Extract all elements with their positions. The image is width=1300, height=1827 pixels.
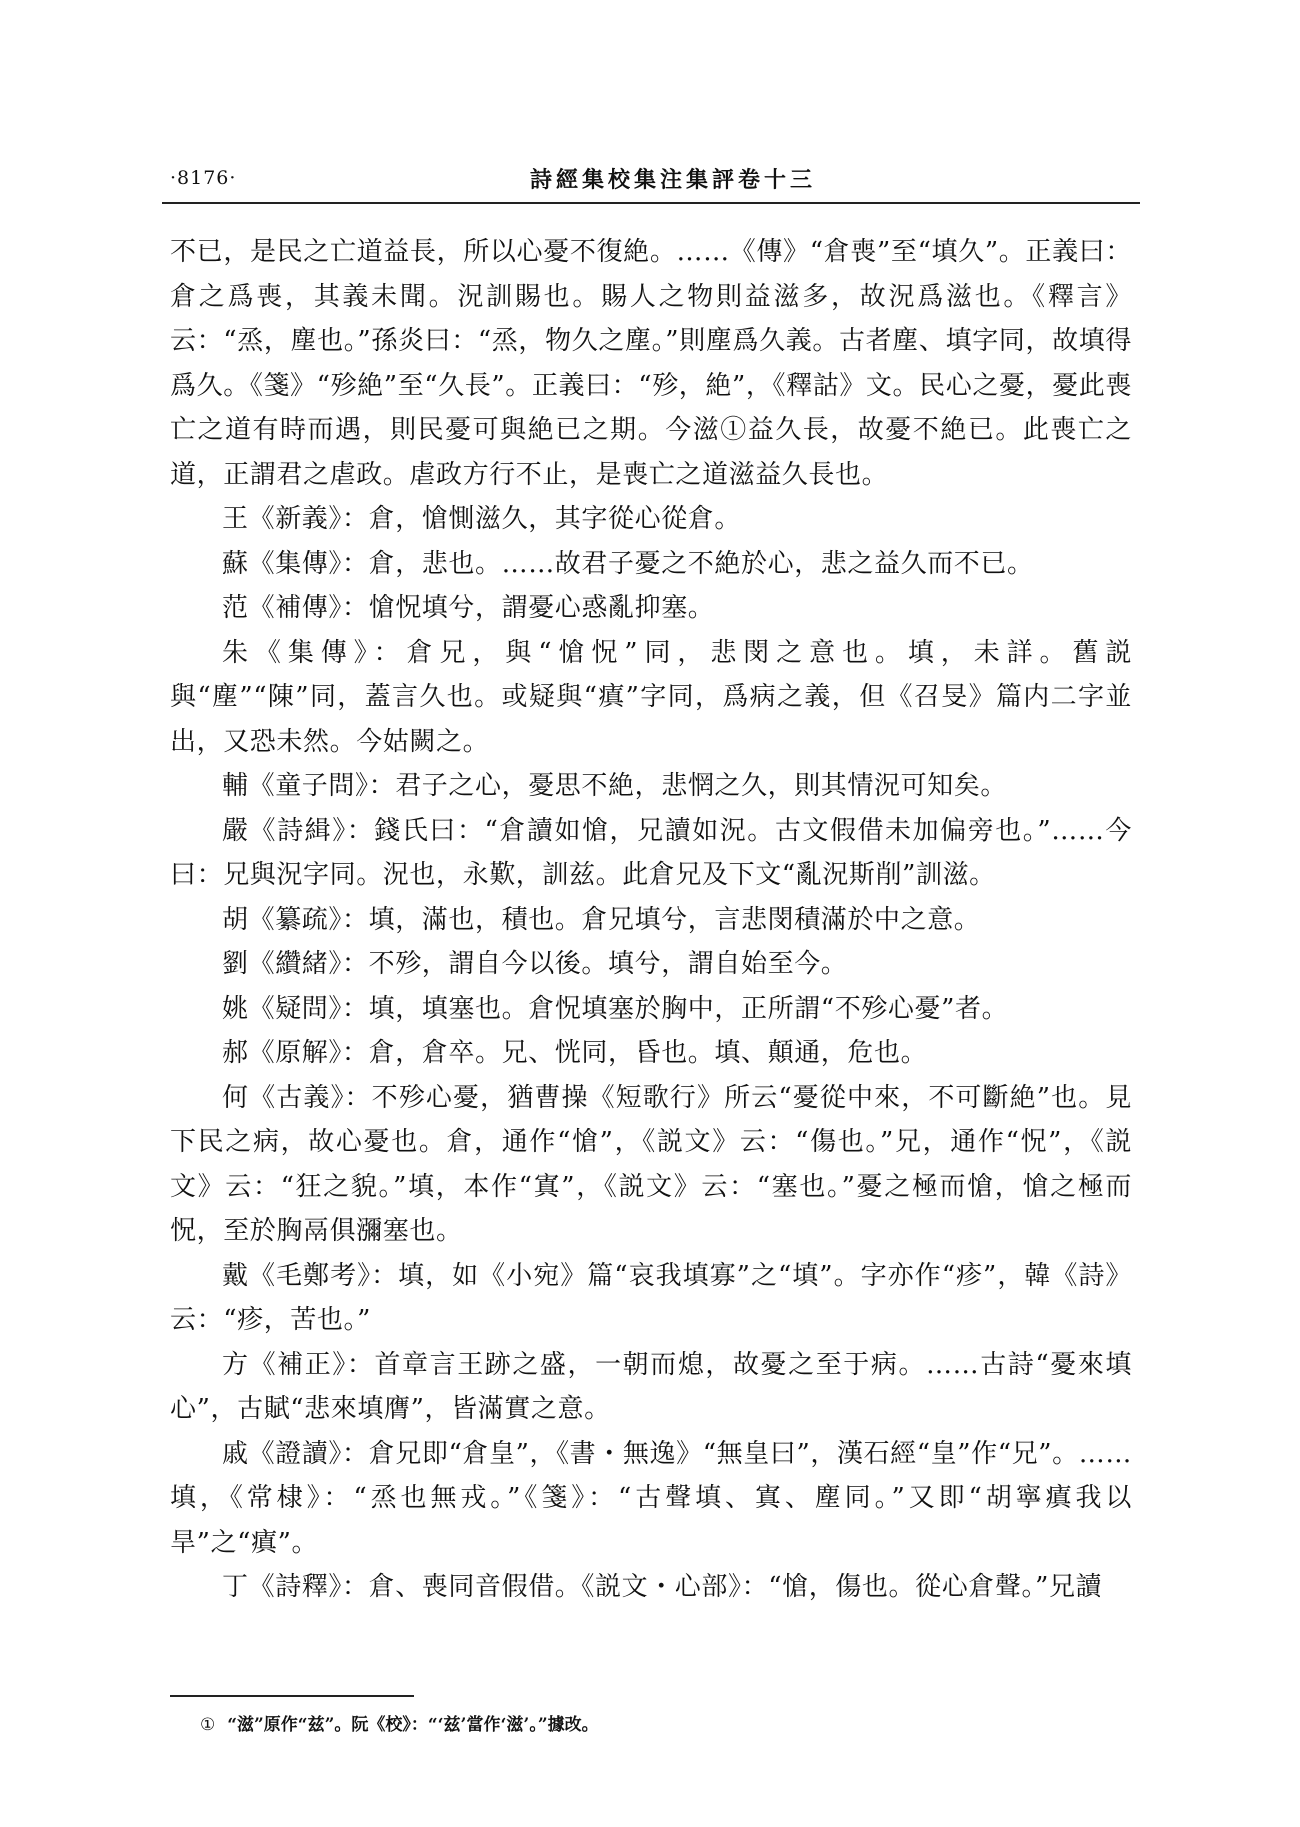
page-header [170,163,1130,199]
paragraph: 戴《毛鄭考》：填，如《小宛》篇“哀我填寡”之“填”。字亦作“疹”，韓《詩》云：“疹，苦也。” [170,1260,1132,1335]
footnote [200,1712,1100,1738]
paragraph: 劉《纘緒》：不殄，謂自今以後。填兮，謂自始至今。 [222,949,848,979]
paragraph: 朱《集傳》：倉兄，與“愴怳”同，悲閔之意也。填，未詳。舊説與“塵”“陳”同，蓋言久也。或疑與“瘨”字同，爲病之義，但《召旻》篇内二字並出，又恐未然。今姑闕之。 [170,637,1132,757]
paragraph: 何《古義》：不殄心憂，猶曹操《短歌行》所云“憂從中來，不可斷絶”也。見下民之病，故心憂也。倉，通作“愴”，《説文》云：“傷也。”兄，通作“怳”，《説文》云：“狂之貌。”填，本作“寘”，《説文》云：“塞也。”憂之極而愴，愴之極而怳，至於胸鬲俱瀰塞也。 [170,1082,1132,1246]
paragraph: 王《新義》：倉，愴惻滋久，其字從心從倉。 [222,504,742,534]
body-text [170,230,1132,1610]
paragraph: 丁《詩釋》：倉、喪同音假借。《説文・心部》：“愴，傷也。從心倉聲。”兄讀 [222,1572,1103,1602]
footnote-rule [170,1695,414,1697]
paragraph: 蘇《集傳》：倉，悲也。……故君子憂之不絶於心，悲之益久而不已。 [222,548,1034,579]
paragraph: 輔《童子問》：君子之心，憂思不絶，悲惘之久，則其情況可知矣。 [222,771,1008,801]
running-title: 詩經集校集注集評卷十三 [530,167,817,193]
paragraph: 不已，是民之亡道益長，所以心憂不復絶。……《傳》“倉喪”至“填久”。正義曰：倉之爲喪，其義未聞。況訓賜也。賜人之物則益滋多，故況爲滋也。《釋言》云：“烝，塵也。”孫炎曰：“烝，物久之塵。”則塵爲久義。古者塵、填字同，故填得爲久。《箋》“殄絶”至“久長”。正義曰：“殄，絶”，《釋詁》文。民心之憂，憂此喪亡之道有時而遇，則民憂可與絶已之期。今滋①益久長，故憂不絶已。此喪亡之道，正謂君之虐政。虐政方行不止，是喪亡之道滋益久長也。 [170,237,1132,490]
paragraph: 嚴《詩緝》：錢氏曰：“倉讀如愴，兄讀如況。古文假借未加偏旁也。”……今曰：兄與況字同。況也，永歎，訓兹。此倉兄及下文“亂況斯削”訓滋。 [170,815,1132,890]
footnote-text: “滋”原作“兹”。阮《校》：“‘兹’當作‘滋’。”據改。 [227,1715,599,1735]
paragraph: 方《補正》：首章言王跡之盛，一朝而熄，故憂之至于病。……古詩“憂來填心”，古賦“悲來填膺”，皆滿實之意。 [170,1349,1132,1424]
paragraph: 郝《原解》：倉，倉卒。兄、恍同，昏也。填、顛通，危也。 [222,1038,928,1068]
paragraph: 戚《證讀》：倉兄即“倉皇”，《書・無逸》“無皇曰”，漢石經“皇”作“兄”。……填，《常棣》：“烝也無戎。”《箋》：“古聲填、寘、塵同。”又即“胡寧瘨我以旱”之“瘨”。 [170,1438,1132,1558]
header-rule [162,202,1140,204]
paragraph: 范《補傳》：愴怳填兮，謂憂心惑亂抑塞。 [222,593,715,623]
paragraph: 胡《纂疏》：填，滿也，積也。倉兄填兮，言悲閔積滿於中之意。 [222,904,981,935]
footnote-marker: ① [200,1715,216,1735]
page-number: ·8176· [170,167,237,189]
paragraph: 姚《疑問》：填，填塞也。倉怳填塞於胸中，正所謂“不殄心憂”者。 [222,993,1009,1024]
